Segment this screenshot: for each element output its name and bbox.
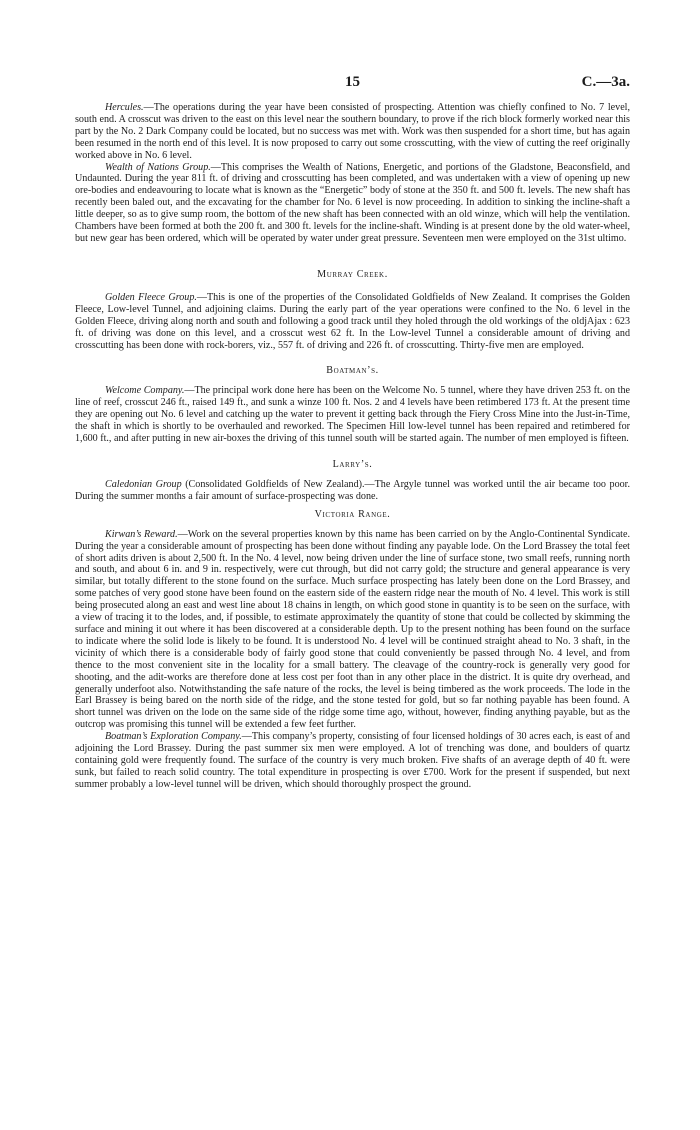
paragraph-lead: Welcome Company. (105, 385, 185, 397)
section-heading-murray-creek: Murray Creek. (317, 268, 388, 280)
paragraph-golden-fleece (75, 292, 630, 352)
paragraph-lead: Boatman’s Exploration Company. (105, 731, 242, 743)
paragraph-caledonian (75, 479, 630, 503)
paragraph-text: —Work on the several properties known by this name has been carried on by the Anglo-Continental Syndicate. During the year a considerable amount of prospecting has been done without finding any payable lode. On the Lord Brassey the total feet of short adits driven is about 2,500 ft. In the No. 4 level, now being driven under the line of surface stone, two small reefs, running north and south, and about 6 in. and 9 in. respectively, were cut through, but did not carry gold; the structure and general appearance is very similar, but totally different to the stone found on the surface. Much surface prospecting has lately been done on the Lord Brassey, and some patches of very good stone have been found on the eastern side of the eastern ridge near the mouth of No. 4 level. This work is still being prosecuted along an east and west line about 18 chains in length, on which good stone in quantity is to be seen on the surface, with a view of tracing it to the lodes, and, if possible, to estimate approximately the quantity of stone that could be collected by skimming the surface and mining it out where it has been discovered at a considerable depth. Up to the present nothing has been found on the surface to indicate where the solid lode is likely to be found. It is understood No. 4 level will be continued straight ahead to No. 3 shaft, in the vicinity of which there is a considerable body of fairly good stone that could conveniently be passed through No. 4 level, and from thence to the most convenient site in the locality for a small battery. The cleavage of the country-rock is generally very good for shooting, and the adit-works are therefore done at less cost per foot than in any other place in the district. It is quite dry overhead, and generally underfoot also. Notwithstanding the safe nature of the rocks, the level is being timbered as the work proceeds. The lode in the Earl Brassey is being bared on the north side of the ridge, and the stone tested for gold, but so far nothing payable has been found. A short tunnel was driven on the lode on the same side of the ridge some time ago, without, however, finding anything payable, but as the outcrop was promising this tunnel will be extended a few feet further. (75, 528, 630, 731)
paragraph-text: —This company’s property, consisting of four licensed holdings of 30 acres each, is east of and adjoining the Lord Brassey. During the past summer six men were employed. A lot of trenching was done, and boulders of quartz containing gold were frequently found. The surface of the country is very much broken. Five shafts of an average depth of 40 ft. were sunk, but failed to reach solid country. The total expenditure in prospecting is over £700. Work for the present if suspended, but next summer probably a low-level tunnel will be driven, which should thoroughly prospect the ground. (75, 731, 630, 790)
paragraph-text: —This comprises the Wealth of Nations, Energetic, and portions of the Gladstone, Beaconsfield, and Undaunted. During the year 811 ft. of driving and crosscutting has been completed, and was undertaken with a view of opening up new ore-bodies and endeavouring to locate what is known as the “Energetic” body of stone at the 350 ft. and 500 ft. levels. The new shaft has recently been baled out, and the excavating for the chamber for No. 6 level is now proceeding. In addition to sinking the incline-shaft a little deeper, so as to give sump room, the bottom of the new shaft has been connected with an old winze, which will help the ventilation. Chambers have been formed at both the 200 ft. and 300 ft. levels for the incline-shaft. Winding is at present done by the old water-wheel, but new gear has been ordered, which will be operated by water under great pressure. Seventeen men were employed on the 31st ultimo. (75, 161, 630, 244)
section-heading-victoria-range: Victoria Range. (314, 508, 391, 520)
page-body (75, 102, 630, 791)
paragraph-lead: Kirwan’s Reward. (105, 528, 178, 540)
paragraph-text: —The operations during the year have been consisted of prospecting. Attention was chiefly confined to No. 7 level, south end. A crosscut was driven to the east on this level near the southern boundary, to prove if the rich block formerly worked near this part by the No. 2 Dark Company could be located, but no success was met with. Work was then suspended for a short time, but has again been resumed in the north end of this level. It is now proposed to carry out some crosscutting, with the view of cutting the reef originally worked above in No. 6 level. (75, 102, 630, 161)
paragraph-lead: Caledonian Group (105, 478, 182, 490)
paragraph-text: (Consolidated Goldfields of New Zealand).—The Argyle tunnel was worked until the air became too poor. During the summer months a fair amount of surface-prospecting was done. (75, 478, 630, 502)
section-heading-boatmans: Boatman’s. (326, 365, 379, 377)
paragraph-boatmans-exploration (75, 731, 630, 791)
document-reference: C.—3a. (581, 74, 630, 90)
section-heading-larrys: Larry’s. (332, 458, 373, 470)
paragraph-lead: Hercules. (105, 102, 144, 113)
running-head (75, 74, 630, 96)
paragraph-text: —The principal work done here has been on the Welcome No. 5 tunnel, where they have driven 253 ft. on the line of reef, crosscut 246 ft., raised 149 ft., and sunk a winze 100 ft. Nos. 2 and 4 levels have been retimbered 173 ft. At the present time they are opening out No. 6 level and catching up the water to prevent it getting back through the Fiery Cross Mine into the Just-in-Time, the shaft in which is shortly to be overhauled and reworked. The Specimen Hill low-level tunnel has been repaired and retimbered for 1,600 ft., and after putting in new air-boxes the driving of this tunnel south will be started again. The number of men employed is fifteen. (75, 385, 630, 445)
paragraph-lead: Wealth of Nations Group. (105, 161, 211, 173)
page-number: 15 (345, 74, 360, 90)
paragraph-lead: Golden Fleece Group. (105, 291, 197, 303)
paragraph-wealth-of-nations (75, 162, 630, 245)
paragraph-welcome-company (75, 385, 630, 445)
paragraph-hercules (75, 102, 630, 162)
paragraph-kirwans-reward (75, 529, 630, 731)
paragraph-text: —This is one of the properties of the Consolidated Goldfields of New Zealand. It comprises the Golden Fleece, Low-level Tunnel, and adjoining claims. During the early part of the year operations were confined to the No. 6 level in the Golden Fleece, driving along north and south and following a good track until they holed through the old workings of the oldjAjax : 623 ft. of driving was done on this level, and a crosscut west 62 ft. In the Low-level Tunnel a considerable amount of driving and crosscutting has been done with rock-borers, viz., 557 ft. of driving and 226 ft. of crosscutting. Thirty-five men are employed. (75, 291, 630, 351)
